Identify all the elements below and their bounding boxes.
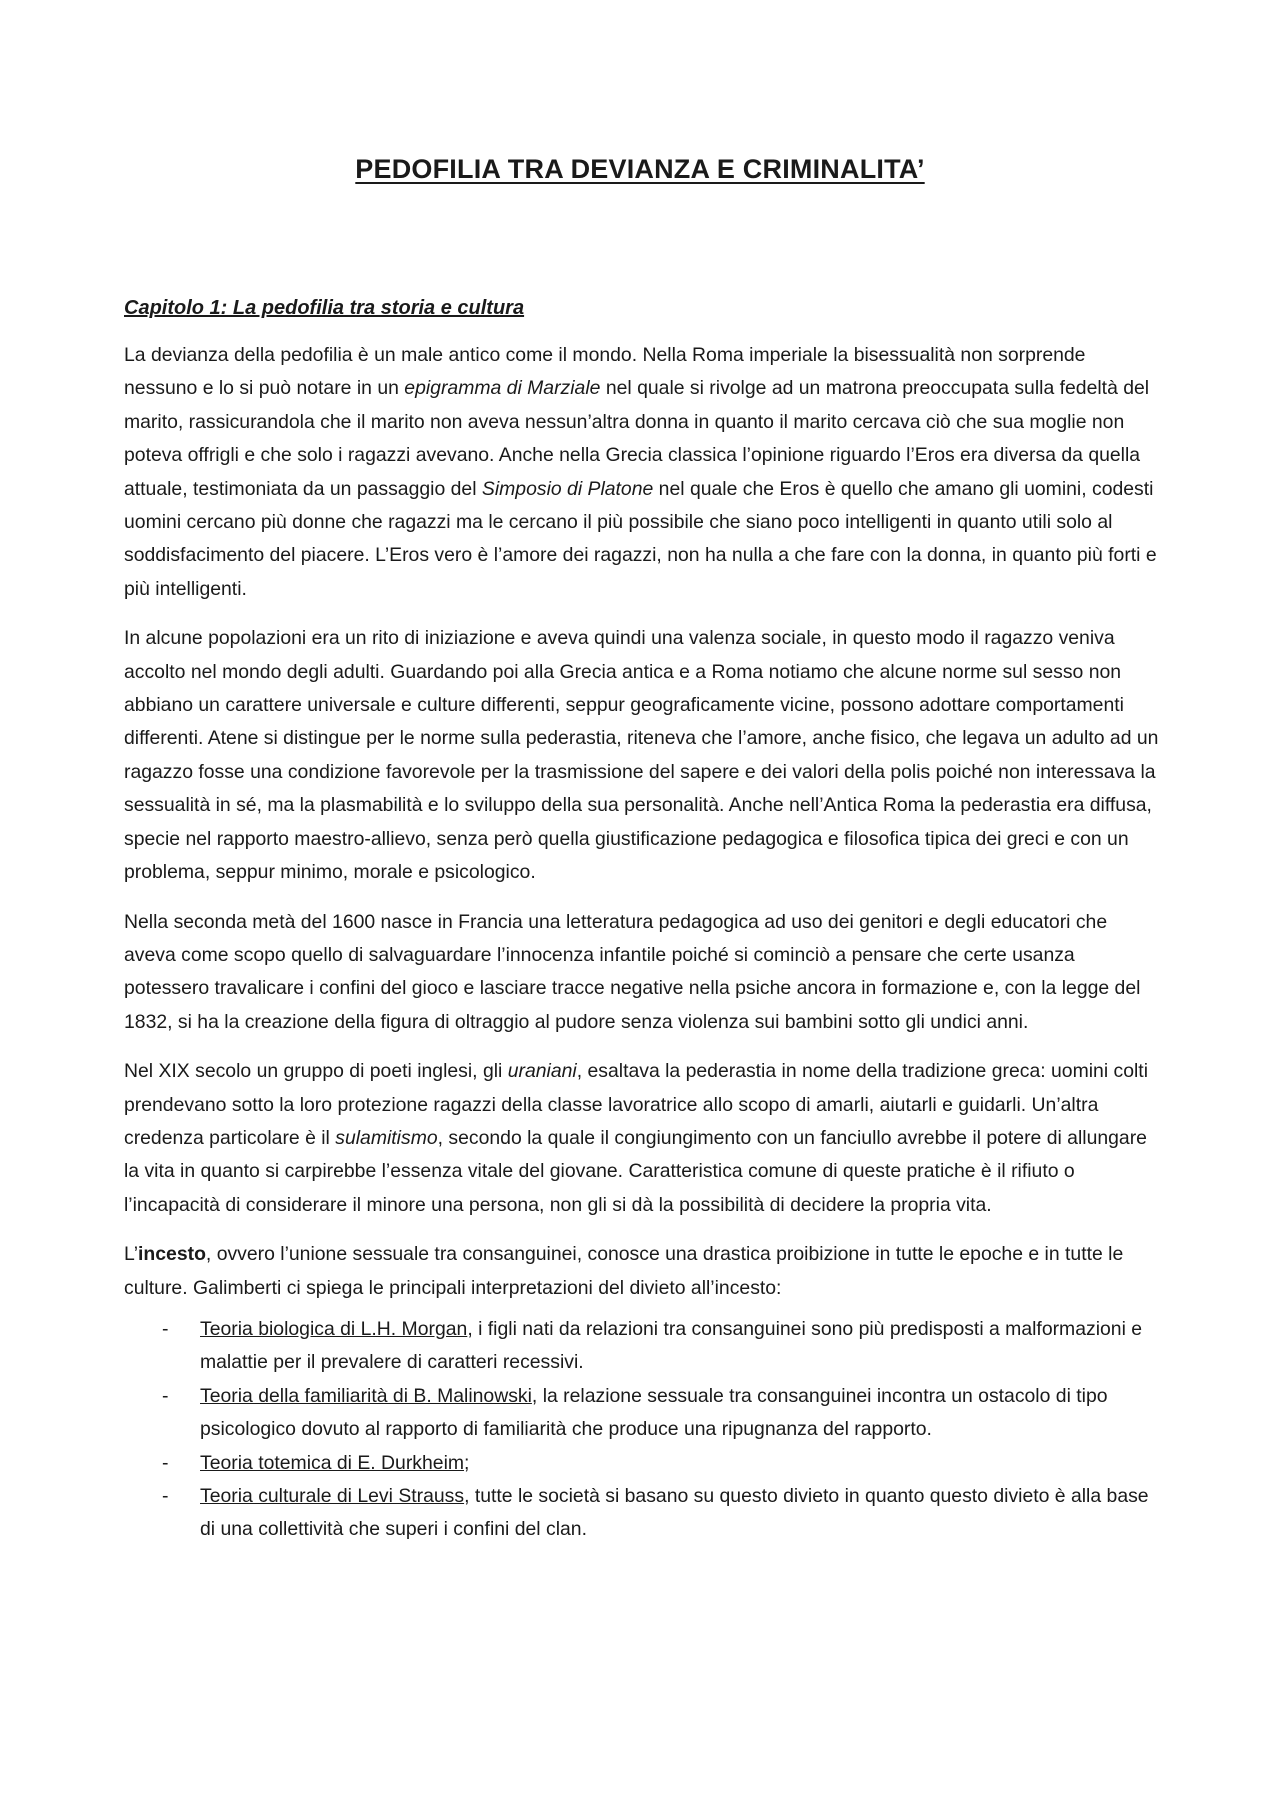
italic-run: uraniani bbox=[507, 1060, 577, 1083]
text-run: Nel XIX secolo un gruppo di poeti inglesi, gli bbox=[124, 1060, 508, 1083]
list-item bbox=[124, 1480, 1164, 1547]
text-run: La devianza della pedofilia è un male antico come il mondo. Nella Roma imperiale la bisessualità non sorprende nessuno e lo si può notare in un bbox=[124, 344, 1086, 400]
list-item bbox=[124, 1313, 1164, 1380]
text-run: , i figli nati da relazioni tra consanguinei sono più predisposti a malformazioni e malattie per il prevalere di caratteri recessivi. bbox=[200, 1317, 1143, 1374]
underlined-run: Teoria totemica di E. Durkheim; bbox=[200, 1451, 470, 1474]
list-dash: - bbox=[162, 1451, 169, 1474]
list-item bbox=[124, 1447, 1164, 1480]
text-run: , ovvero l’unione sessuale tra consanguinei, conosce una drastica proibizione in tutte le epoche e in tutte le culture. Galimberti ci spiega le principali interpretazioni del divieto all’incesto: bbox=[124, 1243, 1124, 1299]
paragraph-4 bbox=[124, 1055, 1164, 1222]
theory-list bbox=[124, 1313, 1164, 1547]
underlined-run: Teoria della familiarità di B. Malinowski bbox=[200, 1384, 532, 1407]
text-run: , secondo la quale il congiungimento con un fanciullo avrebbe il potere di allungare la vita in quanto si carpirebbe l’essenza vitale del giovane. Caratteristica comune di queste pratiche è il rifiuto o l’incapacità di considerare il minore una persona, non gli si dà la possibilità di decidere la propria vita. bbox=[124, 1126, 1147, 1216]
underlined-run: Teoria culturale di Levi Strauss bbox=[200, 1485, 465, 1507]
list-dash: - bbox=[162, 1317, 169, 1340]
paragraph-3: Nella seconda metà del 1600 nasce in Francia una letteratura pedagogica ad uso dei genitori e degli educatori che aveva come scopo quello di salvaguardare l’innocenza infantile poiché si cominciò a pensare che certe usanza potessero travalicare i confini del gioco e lasciare tracce negative nella psiche ancora in formazione e, con la legge del 1832, si ha la creazione della figura di oltraggio al pudore senza violenza sui bambini sotto gli undici anni. bbox=[124, 910, 1141, 1033]
list-dash: - bbox=[162, 1384, 169, 1407]
underlined-run: Teoria biologica di L.H. Morgan bbox=[200, 1317, 468, 1340]
list-item bbox=[124, 1380, 1164, 1447]
text-run: , la relazione sessuale tra consanguinei incontra un ostacolo di tipo psicologico dovuto al rapporto di familiarità che produce una ripugnanza del rapporto. bbox=[200, 1384, 1108, 1441]
text-run: , tutte le società si basano su questo divieto in quanto questo divieto è alla base di una collettività che superi i confini del clan. bbox=[200, 1485, 1149, 1541]
text-run: nel quale si rivolge ad un matrona preoccupata sulla fedeltà del marito, rassicurandola che il marito non aveva nessun’altra donna in quanto il marito cercava ciò che sua moglie non poteva offrigli e che solo i ragazzi avevano. Anche nella Grecia classica l’opinione riguardo l’Eros era diversa da quella attuale, testimoniata da un passaggio del bbox=[124, 377, 1150, 500]
text-run: , esaltava la pederastia in nome della tradizione greca: uomini colti prendevano sotto la loro protezione ragazzi della classe lavoratrice allo scopo di amarli, aiutarli e guidarli. Un’altra credenza particolare è il bbox=[124, 1060, 1149, 1149]
list-dash: - bbox=[162, 1485, 169, 1507]
document-title: PEDOFILIA TRA DEVIANZA E CRIMINALITA’ bbox=[355, 154, 925, 184]
italic-run: sulamitismo bbox=[335, 1126, 438, 1149]
paragraph-1 bbox=[124, 339, 1164, 606]
text-run: nel quale che Eros è quello che amano gli uomini, codesti uomini cercano più donne che ragazzi ma le cercano il più possibile che siano poco intelligenti in quanto utili solo al soddisfacimento del piacere. L’Eros vero è l’amore dei ragazzi, non ha nulla a che fare con la donna, in quanto più forti e più intelligenti. bbox=[124, 477, 1157, 600]
bold-run: incesto bbox=[138, 1243, 206, 1266]
italic-run: Simposio di Platone bbox=[481, 477, 654, 500]
text-run: L’ bbox=[124, 1243, 139, 1266]
paragraph-5 bbox=[124, 1238, 1164, 1305]
chapter-heading: Capitolo 1: La pedofilia tra storia e cultura bbox=[124, 297, 525, 319]
italic-run: epigramma di Marziale bbox=[404, 377, 601, 400]
document-body bbox=[124, 295, 1164, 1547]
paragraph-2: In alcune popolazioni era un rito di iniziazione e aveva quindi una valenza sociale, in questo modo il ragazzo veniva accolto nel mondo degli adulti. Guardando poi alla Grecia antica e a Roma notiamo che alcune norme sul sesso non abbiano un carattere universale e culture differenti, seppur geograficamente vicine, possono adottare comportamenti differenti. Atene si distingue per le norme sulla pederastia, riteneva che l’amore, anche fisico, che legava un adulto ad un ragazzo fosse una condizione favorevole per la trasmissione del sapere e dei valori della polis poiché non interessava la sessualità in sé, ma la plasmabilità e lo sviluppo della sua personalità. Anche nell’Antica Roma la pederastia era diffusa, specie nel rapporto maestro-allievo, senza però quella giustificazione pedagogica e filosofica tipica dei greci e con un problema, seppur minimo, morale e psicologico. bbox=[124, 627, 1159, 884]
